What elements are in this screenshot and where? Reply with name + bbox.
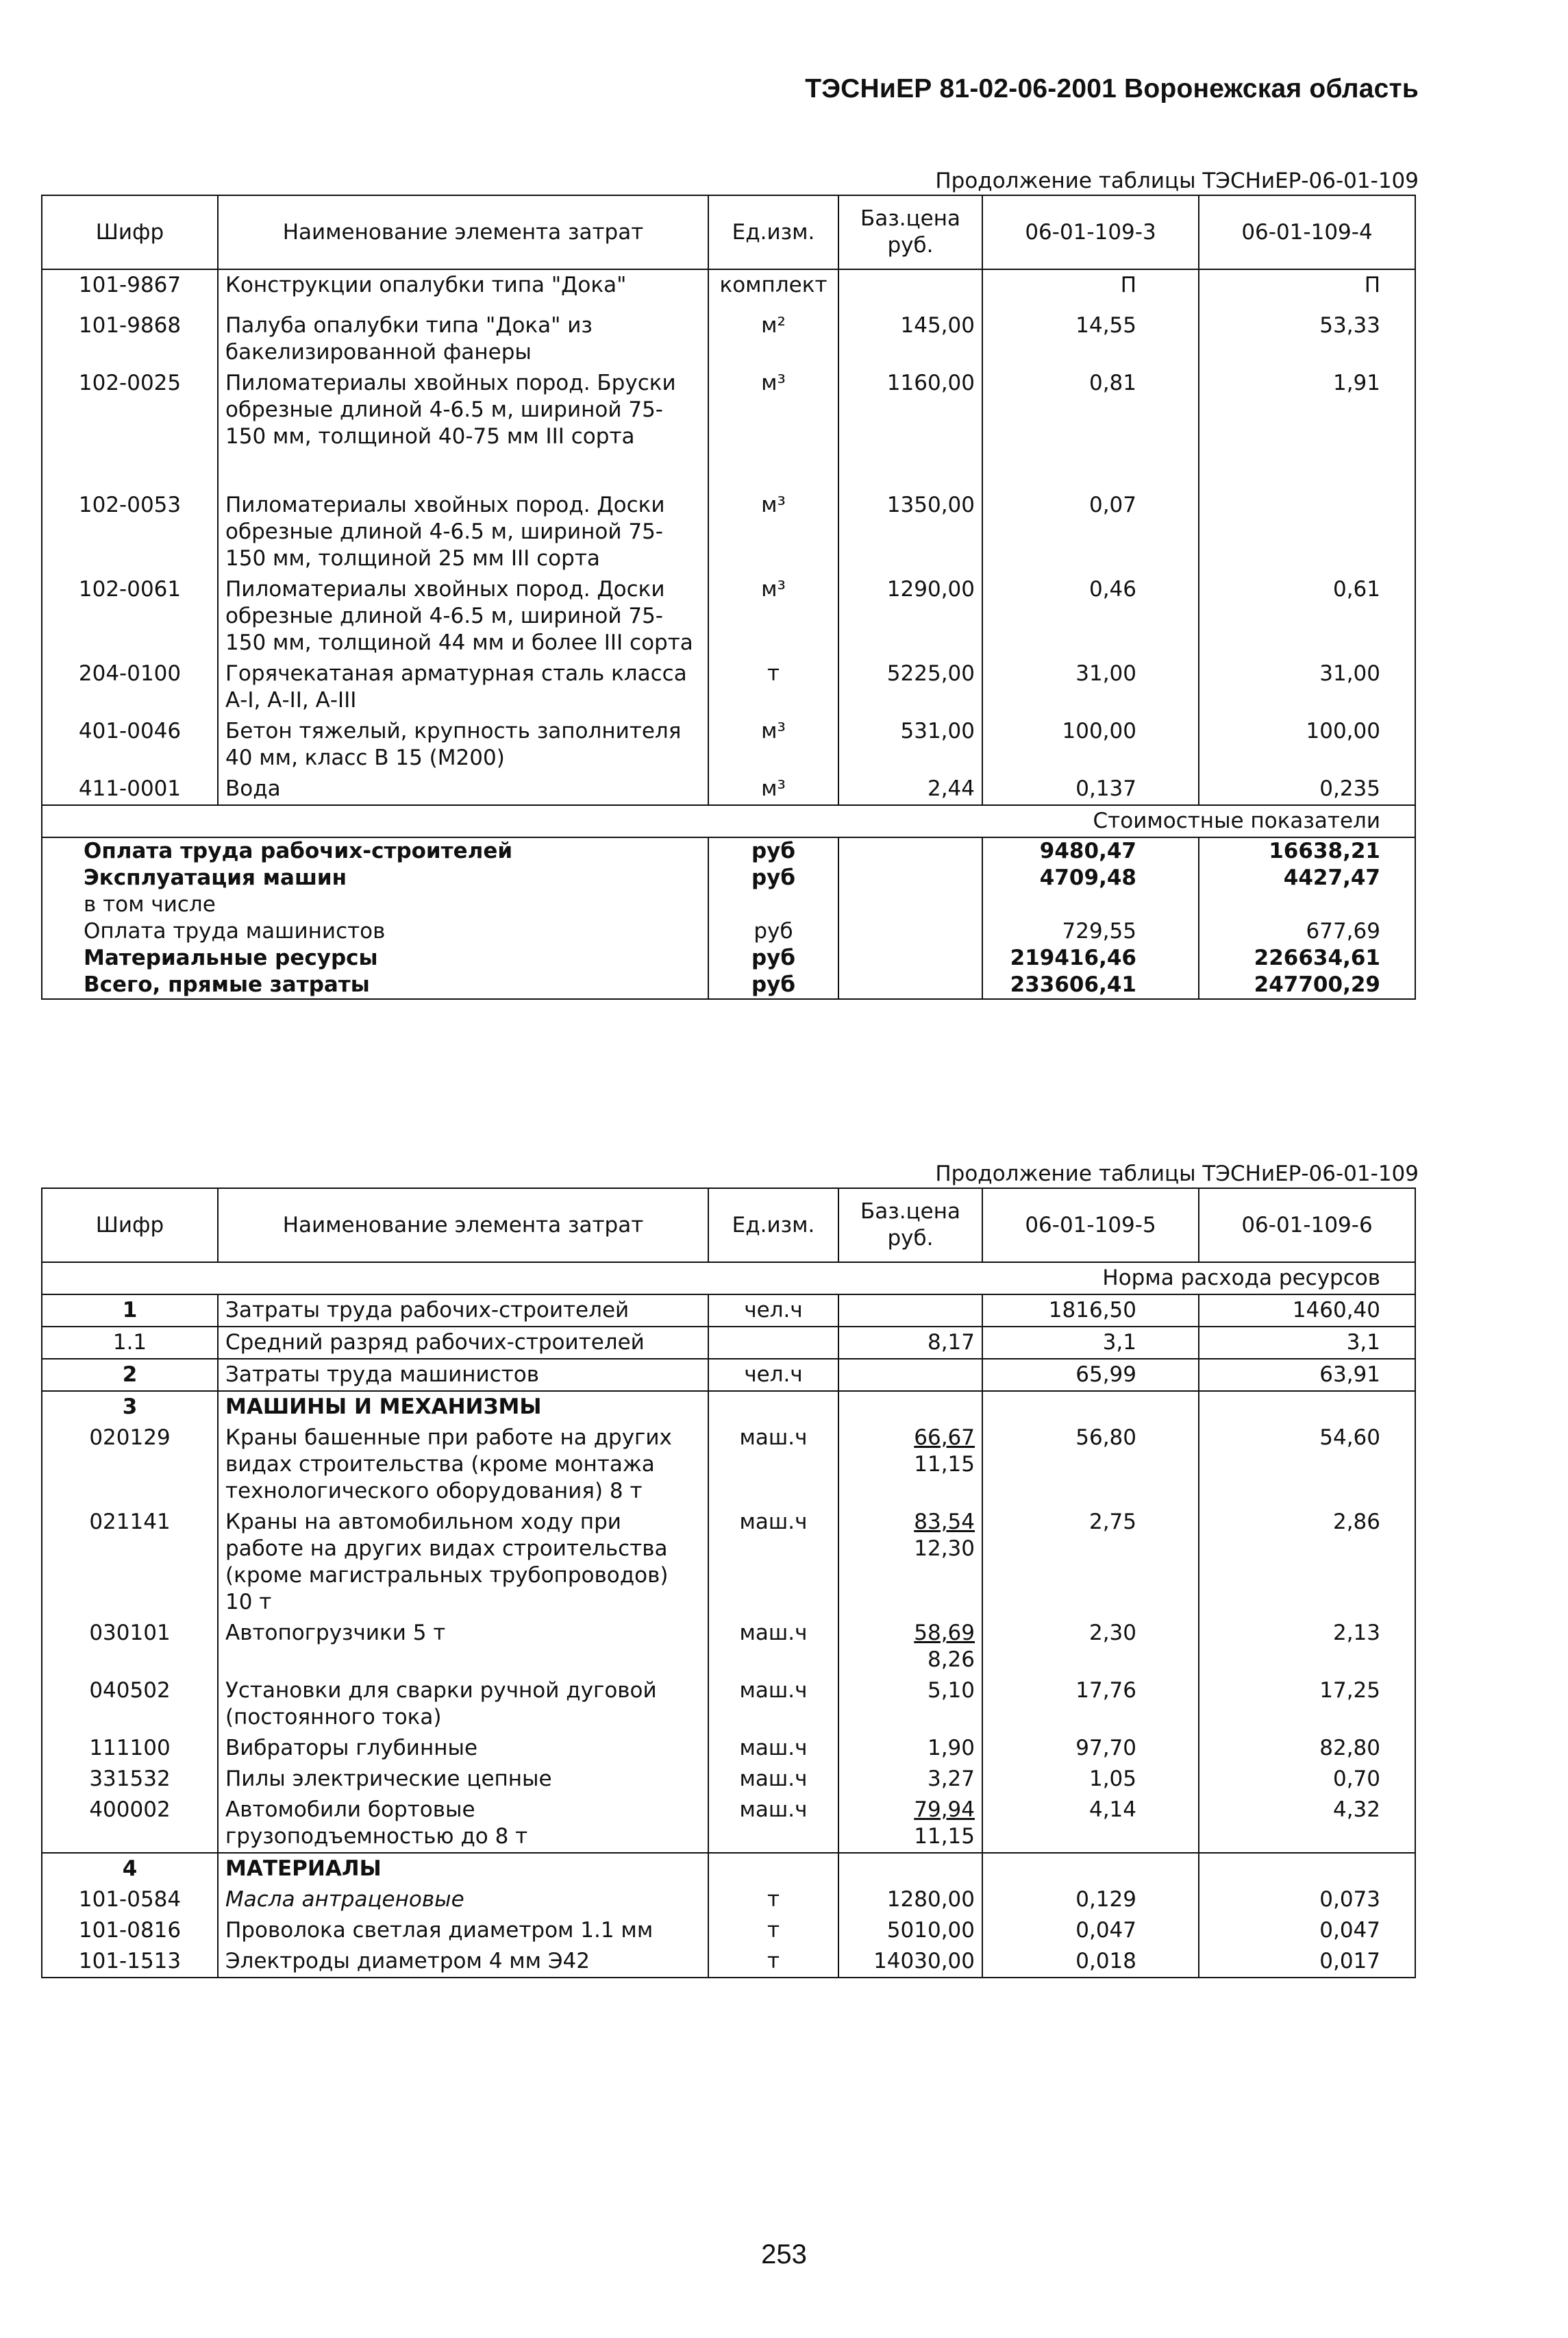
cost-name: Материальные ресурсы <box>42 945 708 972</box>
cost-unit: руб <box>708 865 838 891</box>
cost-row <box>42 865 1415 891</box>
cost-row <box>42 891 1415 918</box>
row-price <box>838 1294 982 1327</box>
row-price-secondary: 11,15 <box>914 1452 975 1477</box>
row-unit <box>708 1391 838 1423</box>
row-price: 5225,00 <box>838 659 982 716</box>
row-code: 204-0100 <box>42 659 218 716</box>
table2 <box>41 1188 1416 1978</box>
row-price-secondary: 8,26 <box>927 1647 975 1672</box>
cost-price-empty <box>838 945 982 972</box>
row-value-1: 97,70 <box>982 1733 1199 1764</box>
cost-value-2: 247700,29 <box>1199 972 1415 999</box>
row-unit: т <box>708 1915 838 1946</box>
row-unit: чел.ч <box>708 1294 838 1327</box>
row-price <box>838 1946 982 1978</box>
row-value-1: 14,55 <box>982 310 1199 368</box>
table-row <box>42 1853 1415 1884</box>
row-code: 020129 <box>42 1423 218 1507</box>
cost-value-2 <box>1199 891 1415 918</box>
row-value-1: 100,00 <box>982 716 1199 774</box>
row-price-main: 66,67 <box>914 1425 975 1450</box>
table-row <box>42 1294 1415 1327</box>
table1-header-row <box>42 195 1415 269</box>
cost-name: Оплата труда машинистов <box>42 918 708 945</box>
cost-unit: руб <box>708 945 838 972</box>
row-unit: м³ <box>708 574 838 659</box>
row-value-1: 17,76 <box>982 1675 1199 1733</box>
row-value-2: 100,00 <box>1199 716 1415 774</box>
row-value-2: 82,80 <box>1199 1733 1415 1764</box>
row-value-1: 3,1 <box>982 1327 1199 1359</box>
table2-section-row <box>42 1262 1415 1294</box>
row-name: Вода <box>218 774 708 805</box>
table1-section-row <box>42 805 1415 837</box>
table-row <box>42 1327 1415 1359</box>
row-value-2: П <box>1199 269 1415 310</box>
cost-price-empty <box>838 972 982 999</box>
row-price: 1290,00 <box>838 574 982 659</box>
row-name: Краны башенные при работе на других видах строительства (кроме монтажа технологического оборудования) 8 т <box>218 1423 708 1507</box>
row-code: 3 <box>42 1391 218 1423</box>
row-price <box>838 1764 982 1795</box>
row-code: 331532 <box>42 1764 218 1795</box>
row-price <box>838 1618 982 1675</box>
row-price <box>838 1359 982 1391</box>
row-value-1: 2,75 <box>982 1507 1199 1618</box>
row-unit: маш.ч <box>708 1618 838 1675</box>
cost-name: Оплата труда рабочих-строителей <box>42 837 708 865</box>
row-code: 1.1 <box>42 1327 218 1359</box>
row-price: 145,00 <box>838 310 982 368</box>
row-name: Пиломатериалы хвойных пород. Доски обрезные длиной 4-6.5 м, шириной 75-150 мм, толщиной 25 мм III сорта <box>218 490 708 574</box>
table-row <box>42 1946 1415 1978</box>
row-value-2: 0,235 <box>1199 774 1415 805</box>
row-code: 101-0584 <box>42 1884 218 1915</box>
row-price <box>838 1675 982 1733</box>
col-header-price: Баз.цена руб. <box>838 195 982 269</box>
table-row <box>42 1915 1415 1946</box>
row-value-2: 0,70 <box>1199 1764 1415 1795</box>
table-row <box>42 1618 1415 1675</box>
cost-value-1 <box>982 891 1199 918</box>
row-code: 401-0046 <box>42 716 218 774</box>
row-unit: чел.ч <box>708 1359 838 1391</box>
table-row <box>42 1764 1415 1795</box>
row-value-1: 4,14 <box>982 1795 1199 1853</box>
row-unit: маш.ч <box>708 1423 838 1507</box>
row-name: МАТЕРИАЛЫ <box>218 1853 708 1884</box>
cost-value-1: 729,55 <box>982 918 1199 945</box>
cost-row <box>42 918 1415 945</box>
row-code: 101-9868 <box>42 310 218 368</box>
row-price <box>838 269 982 310</box>
row-value-1: 2,30 <box>982 1618 1199 1675</box>
row-unit: м³ <box>708 368 838 490</box>
row-name: Затраты труда машинистов <box>218 1359 708 1391</box>
cost-price-empty <box>838 865 982 891</box>
row-price-main: 1,90 <box>927 1736 975 1760</box>
row-name: Проволока светлая диаметром 1.1 мм <box>218 1915 708 1946</box>
row-name: Электроды диаметром 4 мм Э42 <box>218 1946 708 1978</box>
table-row <box>42 1733 1415 1764</box>
row-value-2: 53,33 <box>1199 310 1415 368</box>
row-value-2: 2,13 <box>1199 1618 1415 1675</box>
row-price-main: 5010,00 <box>886 1918 975 1943</box>
row-code: 411-0001 <box>42 774 218 805</box>
row-value-1: 0,46 <box>982 574 1199 659</box>
row-price-main: 83,54 <box>914 1510 975 1534</box>
document-header: ТЭСНиЕР 81-02-06-2001 Воронежская область <box>805 74 1419 103</box>
row-name: Средний разряд рабочих-строителей <box>218 1327 708 1359</box>
row-price-main: 3,27 <box>927 1767 975 1791</box>
row-value-2 <box>1199 490 1415 574</box>
col-header-v1: 06-01-109-5 <box>982 1188 1199 1262</box>
table-row <box>42 1359 1415 1391</box>
row-price <box>838 1915 982 1946</box>
cost-unit: руб <box>708 972 838 999</box>
row-price-main: 8,17 <box>927 1330 975 1355</box>
row-value-1: 1816,50 <box>982 1294 1199 1327</box>
row-name: Установки для сварки ручной дуговой (постоянного тока) <box>218 1675 708 1733</box>
row-name: МАШИНЫ И МЕХАНИЗМЫ <box>218 1391 708 1423</box>
row-price <box>838 1423 982 1507</box>
row-value-1: 0,047 <box>982 1915 1199 1946</box>
row-value-1: 0,018 <box>982 1946 1199 1978</box>
col-header-name: Наименование элемента затрат <box>218 1188 708 1262</box>
row-name: Вибраторы глубинные <box>218 1733 708 1764</box>
row-unit <box>708 1853 838 1884</box>
col-header-v1: 06-01-109-3 <box>982 195 1199 269</box>
row-value-1: 65,99 <box>982 1359 1199 1391</box>
row-price-main: 14030,00 <box>873 1949 975 1973</box>
row-value-2: 17,25 <box>1199 1675 1415 1733</box>
row-value-2: 0,047 <box>1199 1915 1415 1946</box>
row-price-secondary: 12,30 <box>914 1536 975 1561</box>
row-name: Автомобили бортовые грузоподъемностью до 8 т <box>218 1795 708 1853</box>
row-unit: м² <box>708 310 838 368</box>
row-name: Конструкции опалубки типа "Дока" <box>218 269 708 310</box>
row-code: 111100 <box>42 1733 218 1764</box>
row-code: 1 <box>42 1294 218 1327</box>
table-row <box>42 659 1415 716</box>
row-value-2: 3,1 <box>1199 1327 1415 1359</box>
col-header-price: Баз.цена руб. <box>838 1188 982 1262</box>
row-value-2: 63,91 <box>1199 1359 1415 1391</box>
cost-price-empty <box>838 837 982 865</box>
cost-name: Всего, прямые затраты <box>42 972 708 999</box>
row-value-2: 1,91 <box>1199 368 1415 490</box>
row-price-secondary: 11,15 <box>914 1824 975 1849</box>
table1 <box>41 195 1416 1000</box>
row-unit: м³ <box>708 774 838 805</box>
row-value-1: 0,81 <box>982 368 1199 490</box>
table-row <box>42 368 1415 490</box>
row-code: 102-0053 <box>42 490 218 574</box>
row-value-1: 0,07 <box>982 490 1199 574</box>
row-name: Масла антраценовые <box>218 1884 708 1915</box>
table-row <box>42 574 1415 659</box>
row-name: Пиломатериалы хвойных пород. Бруски обрезные длиной 4-6.5 м, шириной 75-150 мм, толщиной 40-75 мм III сорта <box>218 368 708 490</box>
cost-value-1: 219416,46 <box>982 945 1199 972</box>
row-value-1 <box>982 1853 1199 1884</box>
cost-price-empty <box>838 891 982 918</box>
row-price: 531,00 <box>838 716 982 774</box>
cost-price-empty <box>838 918 982 945</box>
table1-caption: Продолжение таблицы ТЭСНиЕР-06-01-109 <box>935 169 1419 193</box>
row-value-2: 4,32 <box>1199 1795 1415 1853</box>
table-row <box>42 310 1415 368</box>
row-code: 4 <box>42 1853 218 1884</box>
cost-value-1: 4709,48 <box>982 865 1199 891</box>
col-header-v2: 06-01-109-6 <box>1199 1188 1415 1262</box>
row-price: 2,44 <box>838 774 982 805</box>
table-row <box>42 1795 1415 1853</box>
row-code: 101-1513 <box>42 1946 218 1978</box>
row-code: 400002 <box>42 1795 218 1853</box>
table-row <box>42 1507 1415 1618</box>
row-price <box>838 1795 982 1853</box>
row-value-2: 31,00 <box>1199 659 1415 716</box>
row-price <box>838 1391 982 1423</box>
row-unit: маш.ч <box>708 1675 838 1733</box>
row-code: 040502 <box>42 1675 218 1733</box>
row-price <box>838 1327 982 1359</box>
table-row <box>42 716 1415 774</box>
row-name: Краны на автомобильном ходу при работе на других видах строительства (кроме магистральных трубопроводов) 10 т <box>218 1507 708 1618</box>
row-price-main: 5,10 <box>927 1678 975 1703</box>
table-row <box>42 1423 1415 1507</box>
cost-value-1: 9480,47 <box>982 837 1199 865</box>
table2-caption: Продолжение таблицы ТЭСНиЕР-06-01-109 <box>935 1161 1419 1186</box>
row-unit: маш.ч <box>708 1795 838 1853</box>
row-name: Автопогрузчики 5 т <box>218 1618 708 1675</box>
row-name: Горячекатаная арматурная сталь класса А-I, А-II, А-III <box>218 659 708 716</box>
row-price: 1350,00 <box>838 490 982 574</box>
table-row <box>42 1884 1415 1915</box>
row-unit: т <box>708 1946 838 1978</box>
col-header-code: Шифр <box>42 1188 218 1262</box>
cost-name: Эксплуатация машин <box>42 865 708 891</box>
row-value-2 <box>1199 1391 1415 1423</box>
cost-unit: руб <box>708 837 838 865</box>
row-code: 101-9867 <box>42 269 218 310</box>
row-price <box>838 1733 982 1764</box>
row-code: 030101 <box>42 1618 218 1675</box>
section-label: Норма расхода ресурсов <box>42 1262 1415 1294</box>
row-value-1: 31,00 <box>982 659 1199 716</box>
table-row <box>42 774 1415 805</box>
row-name: Затраты труда рабочих-строителей <box>218 1294 708 1327</box>
row-price <box>838 1884 982 1915</box>
cost-row <box>42 972 1415 999</box>
row-code: 102-0025 <box>42 368 218 490</box>
row-unit: маш.ч <box>708 1764 838 1795</box>
row-price <box>838 1507 982 1618</box>
row-price-main: 1280,00 <box>886 1887 975 1912</box>
row-code: 102-0061 <box>42 574 218 659</box>
row-value-1 <box>982 1391 1199 1423</box>
row-value-2: 1460,40 <box>1199 1294 1415 1327</box>
row-unit: т <box>708 659 838 716</box>
cost-value-1: 233606,41 <box>982 972 1199 999</box>
row-unit: маш.ч <box>708 1733 838 1764</box>
cost-row <box>42 837 1415 865</box>
row-unit: т <box>708 1884 838 1915</box>
row-value-1: 0,137 <box>982 774 1199 805</box>
page-number: 253 <box>761 2239 807 2269</box>
table-row <box>42 490 1415 574</box>
cost-value-2: 226634,61 <box>1199 945 1415 972</box>
table-row <box>42 269 1415 310</box>
cost-name: в том числе <box>42 891 708 918</box>
col-header-name: Наименование элемента затрат <box>218 195 708 269</box>
row-value-1: П <box>982 269 1199 310</box>
section-label: Стоимостные показатели <box>42 805 1415 837</box>
col-header-unit: Ед.изм. <box>708 195 838 269</box>
row-name: Пилы электрические цепные <box>218 1764 708 1795</box>
row-value-1: 56,80 <box>982 1423 1199 1507</box>
cost-value-2: 16638,21 <box>1199 837 1415 865</box>
row-unit <box>708 1327 838 1359</box>
row-value-1: 1,05 <box>982 1764 1199 1795</box>
col-header-v2: 06-01-109-4 <box>1199 195 1415 269</box>
col-header-code: Шифр <box>42 195 218 269</box>
row-code: 2 <box>42 1359 218 1391</box>
row-value-2: 0,61 <box>1199 574 1415 659</box>
row-unit: комплект <box>708 269 838 310</box>
table2-header-row <box>42 1188 1415 1262</box>
cost-value-2: 677,69 <box>1199 918 1415 945</box>
row-price <box>838 1853 982 1884</box>
row-price-main: 58,69 <box>914 1621 975 1645</box>
cost-unit <box>708 891 838 918</box>
cost-unit: руб <box>708 918 838 945</box>
row-value-2 <box>1199 1853 1415 1884</box>
row-price-main: 79,94 <box>914 1797 975 1822</box>
row-price: 1160,00 <box>838 368 982 490</box>
row-value-2: 54,60 <box>1199 1423 1415 1507</box>
row-name: Бетон тяжелый, крупность заполнителя 40 мм, класс В 15 (М200) <box>218 716 708 774</box>
col-header-unit: Ед.изм. <box>708 1188 838 1262</box>
row-name: Палуба опалубки типа "Дока" из бакелизированной фанеры <box>218 310 708 368</box>
row-code: 101-0816 <box>42 1915 218 1946</box>
row-unit: маш.ч <box>708 1507 838 1618</box>
cost-row <box>42 945 1415 972</box>
table-row <box>42 1675 1415 1733</box>
row-unit: м³ <box>708 716 838 774</box>
row-value-2: 0,017 <box>1199 1946 1415 1978</box>
table-row <box>42 1391 1415 1423</box>
row-value-1: 0,129 <box>982 1884 1199 1915</box>
row-value-2: 0,073 <box>1199 1884 1415 1915</box>
row-code: 021141 <box>42 1507 218 1618</box>
row-value-2: 2,86 <box>1199 1507 1415 1618</box>
cost-value-2: 4427,47 <box>1199 865 1415 891</box>
row-unit: м³ <box>708 490 838 574</box>
row-name: Пиломатериалы хвойных пород. Доски обрезные длиной 4-6.5 м, шириной 75-150 мм, толщиной 44 мм и более III сорта <box>218 574 708 659</box>
